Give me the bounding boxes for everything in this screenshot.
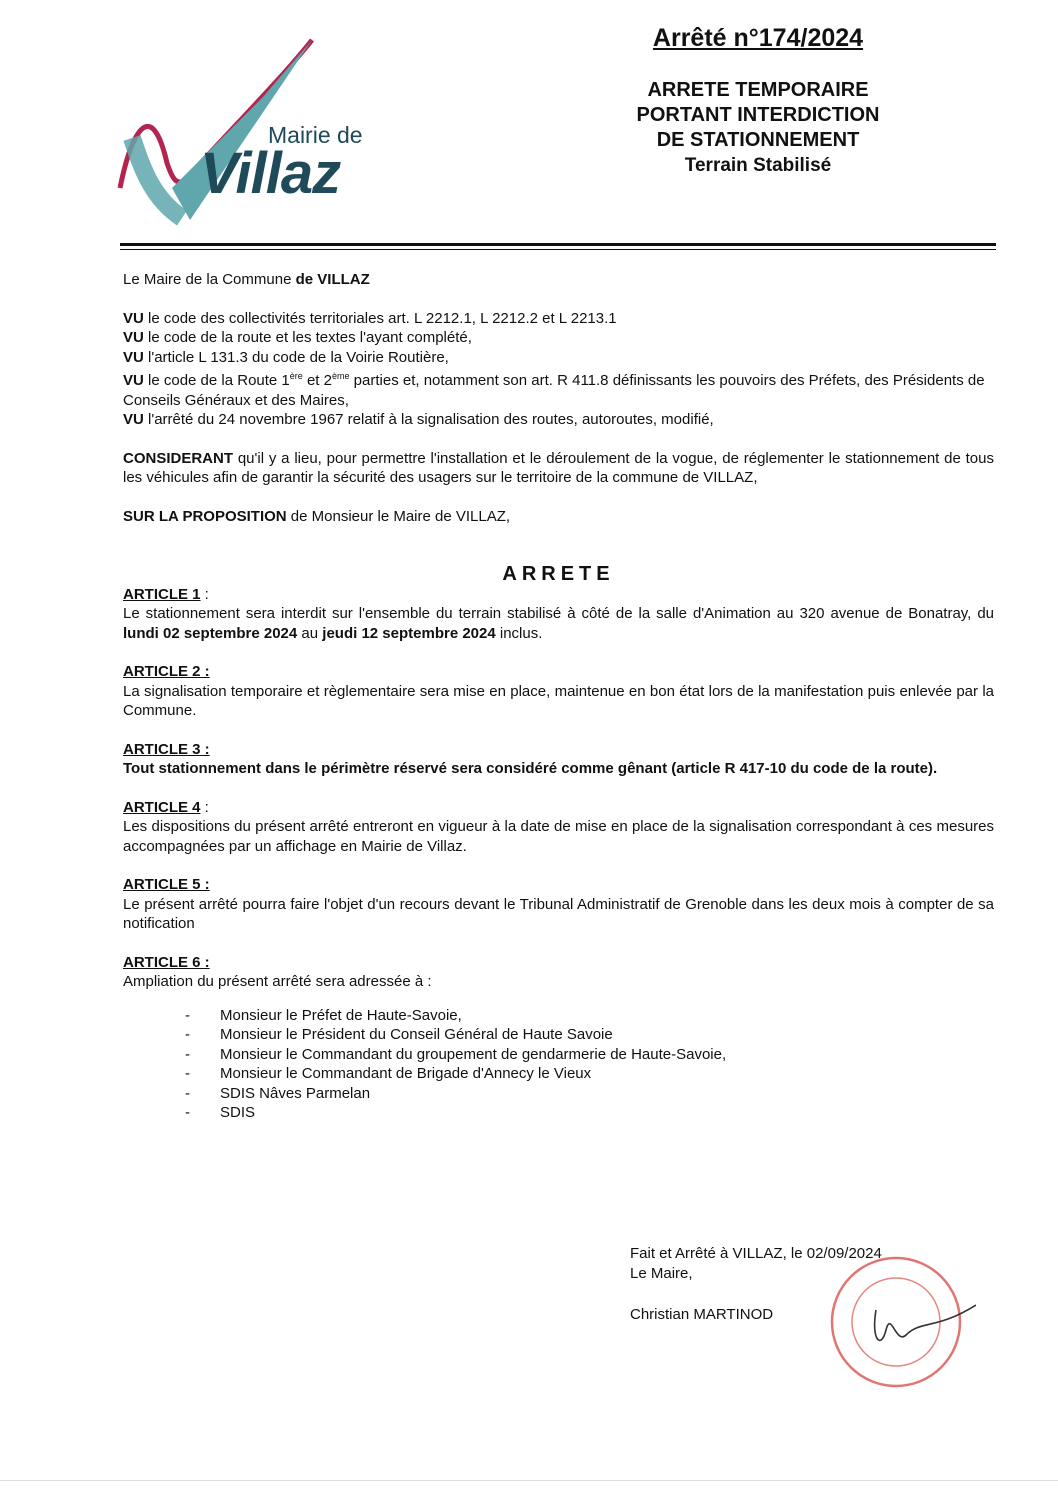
arrete-reference: Arrêté n°174/2024 xyxy=(652,24,864,52)
mairie-stamp xyxy=(826,1250,976,1400)
article-6-label: ARTICLE 6 : xyxy=(123,953,210,971)
article-3-text: Tout stationnement dans le périmètre réservé sera considéré comme gênant (article R 417-10 du code de la route). xyxy=(123,760,938,777)
list-dash: - xyxy=(185,1006,190,1024)
signature-place-date: Fait et Arrêté à VILLAZ, le 02/09/2024 xyxy=(630,1245,882,1262)
vu-label: VU xyxy=(123,411,144,428)
article-1-text xyxy=(123,604,994,643)
list-item xyxy=(123,1103,994,1123)
article-5-text: Le présent arrêté pourra faire l'objet d'un recours devant le Tribunal Administratif de Grenoble dans les deux mois à compter de sa notification xyxy=(123,895,994,932)
document-body xyxy=(123,270,994,1123)
signature-role: Le Maire, xyxy=(630,1264,693,1282)
vu-text: le code de la Route 1 xyxy=(143,372,290,389)
vu-text: le code des collectivités territoriales art. L 2212.1, L 2212.2 et L 2213.1 xyxy=(143,309,617,327)
considerant-label: CONSIDERANT xyxy=(123,449,234,467)
recipients-list xyxy=(123,1006,994,1123)
article-5-label: ARTICLE 5 : xyxy=(123,876,210,893)
article-4-label: ARTICLE 4 xyxy=(123,798,201,816)
article-1-text-part: au xyxy=(297,624,323,642)
header-rule-thin xyxy=(120,249,996,250)
recipient-text: Monsieur le Président du Conseil Général de Haute Savoie xyxy=(220,1026,613,1043)
list-item xyxy=(123,1006,994,1026)
proposition-paragraph xyxy=(123,507,994,527)
header-rule xyxy=(120,243,996,246)
vu-line-5 xyxy=(123,410,994,430)
vu-label: VU xyxy=(123,348,144,366)
vu-text: parties et, notamment son art. R 411.8 définissants les pouvoirs des Préfets, des Présidents de Conseils Généraux et des Maires, xyxy=(123,372,985,409)
recipient-text: Monsieur le Préfet de Haute-Savoie, xyxy=(220,1006,462,1024)
title-line-1: ARRETE TEMPORAIRE xyxy=(647,79,869,101)
vu-line-2 xyxy=(123,328,994,348)
article-3-label: ARTICLE 3 : xyxy=(123,740,210,758)
list-item xyxy=(123,1084,994,1104)
article-1-colon: : xyxy=(200,585,209,603)
list-item xyxy=(123,1045,994,1065)
considerant-text: qu'il y a lieu, pour permettre l'installation et le déroulement de la vogue, de réglementer le stationnement de tous les véhicules afin de garantir la sécurité des usagers sur le territoire de la commune de VILLAZ, xyxy=(123,449,994,486)
article-2-text: La signalisation temporaire et règlementaire sera mise en place, maintenue en bon état lors de la manifestation puis enlevée par la Commune. xyxy=(123,682,994,719)
considerant-paragraph xyxy=(123,449,994,488)
list-dash: - xyxy=(185,1104,190,1121)
list-item xyxy=(123,1025,994,1045)
recipient-text: Monsieur le Commandant du groupement de gendarmerie de Haute-Savoie, xyxy=(220,1045,727,1063)
vu-sup: ème xyxy=(331,371,350,381)
list-dash: - xyxy=(185,1065,190,1082)
maire-intro-commune: de VILLAZ xyxy=(295,271,370,288)
article-1-label: ARTICLE 1 xyxy=(123,585,201,603)
title-line-3: DE STATIONNEMENT xyxy=(656,129,860,151)
recipient-text: Monsieur le Commandant de Brigade d'Annecy le Vieux xyxy=(220,1065,592,1082)
vu-text: et 2 xyxy=(302,372,332,389)
article-1-start-date: lundi 02 septembre 2024 xyxy=(123,624,298,642)
article-3-heading xyxy=(123,740,994,760)
maire-intro xyxy=(123,270,994,290)
vu-sup: ère xyxy=(289,371,303,381)
list-dash: - xyxy=(185,1045,190,1063)
logo-text-villaz: Villaz xyxy=(200,141,341,206)
recipient-text: SDIS Nâves Parmelan xyxy=(220,1084,371,1102)
vu-text: l'article L 131.3 du code de la Voirie Routière, xyxy=(143,348,449,366)
article-1-text-part: inclus. xyxy=(495,624,543,642)
article-4-heading xyxy=(123,798,994,818)
page-bottom-edge xyxy=(0,1480,1058,1481)
article-6-heading xyxy=(123,953,994,973)
vu-text: l'arrêté du 24 novembre 1967 relatif à la signalisation des routes, autoroutes, modifié, xyxy=(143,411,714,428)
title-line-2: PORTANT INTERDICTION xyxy=(636,104,880,126)
article-2-heading xyxy=(123,662,994,682)
recipient-text: SDIS xyxy=(220,1104,256,1121)
arrete-heading: ARRETE xyxy=(502,563,615,585)
vu-line-3 xyxy=(123,348,994,368)
maire-intro-text: Le Maire de la Commune xyxy=(123,271,296,288)
article-6-text: Ampliation du présent arrêté sera adressée à : xyxy=(123,973,432,990)
document-title xyxy=(560,78,956,178)
vu-label: VU xyxy=(123,372,144,389)
list-dash: - xyxy=(185,1026,190,1043)
signature-name: Christian MARTINOD xyxy=(630,1306,774,1323)
vu-line-4 xyxy=(123,367,994,410)
article-4-text: Les dispositions du présent arrêté entreront en vigueur à la date de mise en place de la signalisation correspondant à ces mesures accompagnées par un affichage en Mairie de Villaz. xyxy=(123,818,994,855)
vu-line-1 xyxy=(123,309,994,329)
proposition-text: de Monsieur le Maire de VILLAZ, xyxy=(286,507,511,525)
article-2-label: ARTICLE 2 : xyxy=(123,663,210,680)
title-subtitle: Terrain Stabilisé xyxy=(684,155,832,176)
article-1-end-date: jeudi 12 septembre 2024 xyxy=(322,624,496,642)
list-item xyxy=(123,1064,994,1084)
logo-text-mairie: Mairie de xyxy=(268,122,363,148)
vu-label: VU xyxy=(123,309,144,327)
vu-text: le code de la route et les textes l'ayant complété, xyxy=(143,329,472,346)
proposition-label: SUR LA PROPOSITION xyxy=(123,507,287,525)
article-4-colon: : xyxy=(200,798,209,816)
article-5-heading xyxy=(123,875,994,895)
article-1-heading xyxy=(123,585,994,605)
list-dash: - xyxy=(185,1084,190,1102)
vu-label: VU xyxy=(123,329,144,346)
article-1-text-part: Le stationnement sera interdit sur l'ensemble du terrain stabilisé à côté de la salle d'Animation au 320 avenue de Bonatray, du xyxy=(123,605,994,622)
